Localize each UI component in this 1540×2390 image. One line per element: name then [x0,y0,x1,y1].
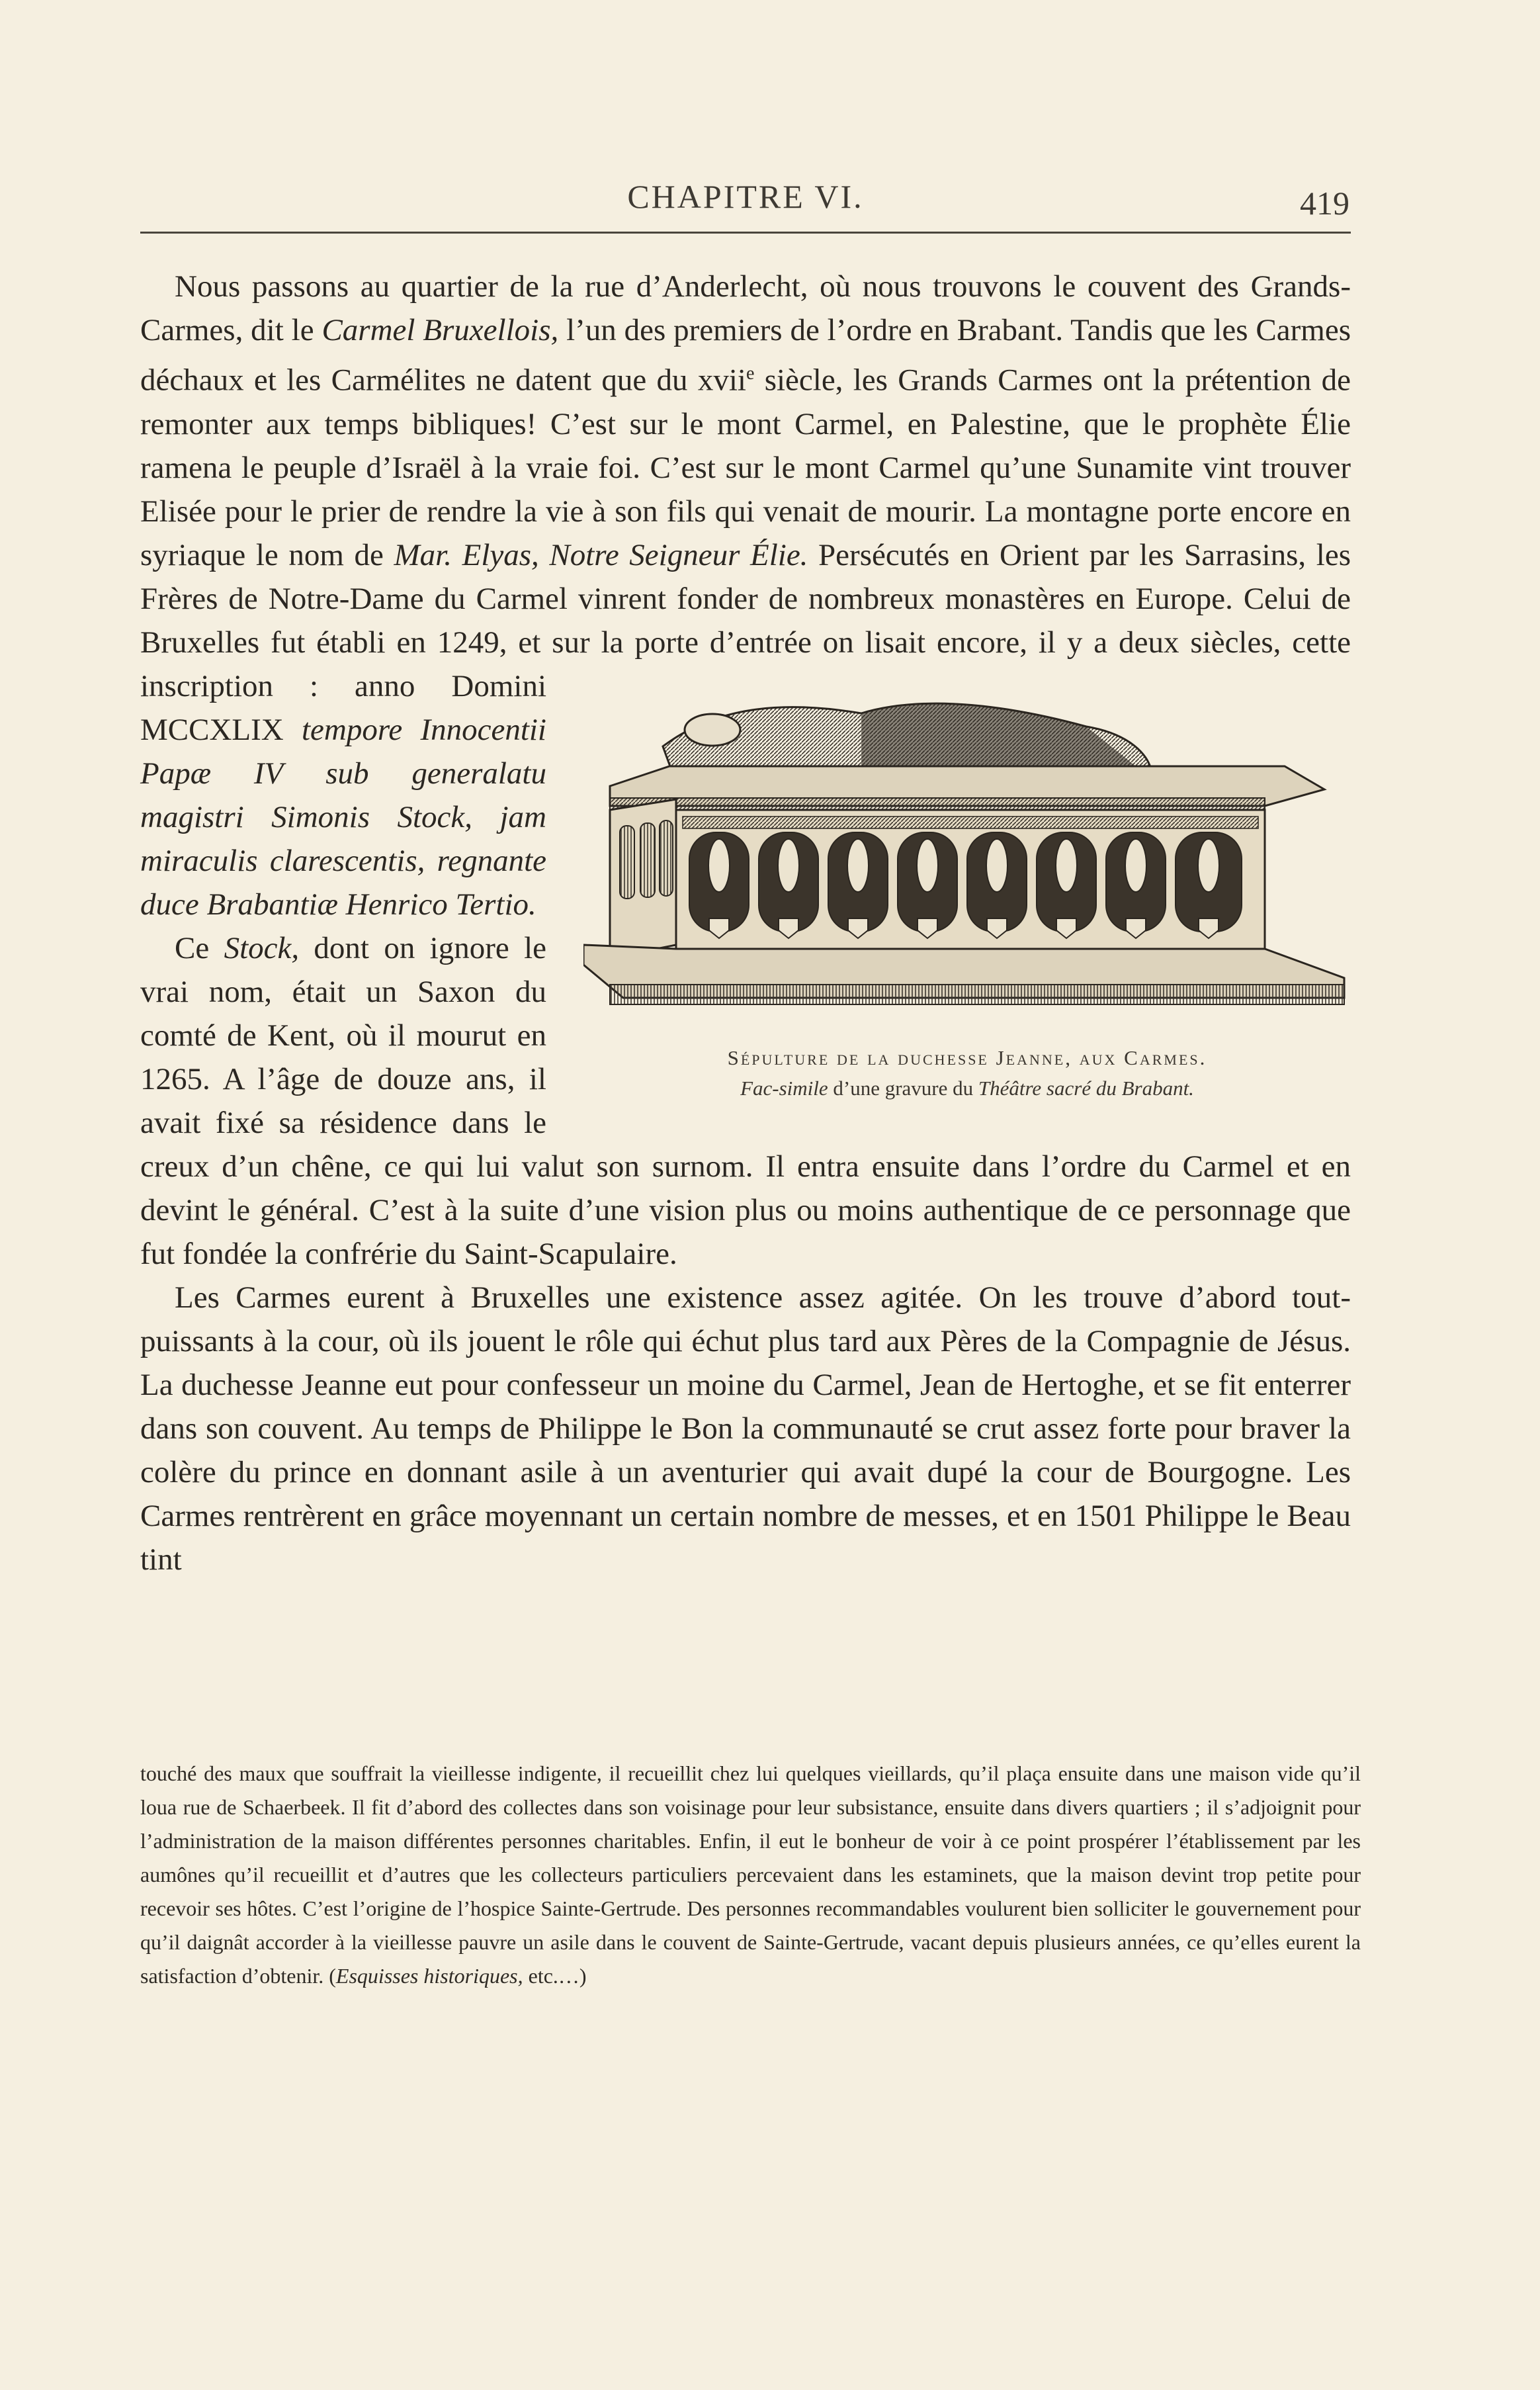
figure-caption-source: Fac-simile d’une gravure du Théâtre sacré du Brabant. [740,1076,1194,1100]
paragraph-1: Nous passons au quartier de la rue d’Anderlecht, où nous trouvons le couvent des Grands-Carmes, dit le Carmel Bruxellois, l’un des premiers de l’ordre en Brabant. Tandis que les Carmes déchaux et les Carmélites ne datent que du xvii$^e$ siècle, les Grands Carmes ont la prétention de remonter aux temps bibliques! C’est sur le mont Carmel, en Palestine, que le prophète Élie ramena le peuple d’Israël à la vraie foi. C’est sur le mont Carmel qu’une Sunamite vint trouver Elisée pour le prier de rendre la vie à son fils qui venait de mourir. La montagne porte encore en syriaque le nom de Mar. Elyas, Notre Seigneur Élie. Persécutés en Orient par les Sarrasins, les Frères de Notre-Dame du Carmel vinrent fonder de nombreux monastères en Europe. Celui de Bruxelles fut établi en 1249, et sur la porte d’entrée on lisait encore, il y a deux siècles, cette inscription : Sépulture de la duchesse Jeanne, aux Carmes. Fac-simile d’une gravure du Théâtre sacré du Brabant. anno Domini MCCXLIX tempore Innocentii Papæ IV sub generalatu magistri Simonis Stock, jam miraculis clarescentis, regnante duce Brabantiæ Henrico Tertio. [140,265,1351,926]
header-rule [140,232,1351,234]
main-text [140,265,1351,1581]
page-number: 419 [1300,185,1349,222]
tomb-figure [583,667,1351,1104]
running-header [140,177,1351,237]
paragraph-2: Ce Stock, dont on ignore le vrai nom, était un Saxon du comté de Kent, où il mourut en 1265. A l’âge de douze ans, il avait fixé sa résidence dans le creux d’un chêne, ce qui lui valut son surnom. Il entra ensuite dans l’ordre du Carmel et en devint le général. C’est à la suite d’une vision plus ou moins authentique de ce personnage que fut fondée la confrérie du Saint-Scapulaire. [140,930,1351,1271]
chapter-title: CHAPITRE VI. [627,178,864,215]
figure-caption-title: Sépulture de la duchesse Jeanne, aux Carmes. [727,1045,1207,1069]
paragraph-3: Les Carmes eurent à Bruxelles une existence assez agitée. On les trouve d’abord tout-puissants à la cour, où ils jouent le rôle qui échut plus tard aux Pères de la Compagnie de Jésus. La duchesse Jeanne eut pour confesseur un moine du Carmel, Jean de Hertoghe, et se fit enterrer dans son couvent. Au temps de Philippe le Bon la communauté se crut assez forte pour braver la colère du prince en donnant asile à un aventurier qui avait dupé la cour de Bourgogne. Les Carmes rentrèrent en grâce moyennant un certain nombre de messes, et en 1501 Philippe le Beau tint [140,1280,1351,1577]
tomb-engraving-illustration [583,667,1351,1031]
footnote: touché des maux que souffrait la vieillesse indigente, il recueillit chez lui quelques vieillards, qu’il plaça ensuite dans une maison vide qu’il loua rue de Schaerbeek. Il fit d’abord des collectes dans son voisinage pour leur subsistance, ensuite dans divers quartiers ; il s’adjoignit pour l’administration de la maison différentes personnes charitables. Enfin, il eut le bonheur de voir à ce point prospérer l’établissement par les aumônes qu’il recueillit et d’autres que les collecteurs particuliers percevaient dans les estaminets, que la maison devint trop petite pour recevoir ses hôtes. C’est l’origine de l’hospice Sainte-Gertrude. Des personnes recommandables voulurent bien solliciter le gouvernement pour qu’il daignât accorder à la vieillesse pauvre un asile dans le couvent de Sainte-Gertrude, vacant depuis plusieurs années, ce qu’elles eurent la satisfaction d’obtenir. (Esquisses historiques, etc.…) [140,1761,1361,1988]
